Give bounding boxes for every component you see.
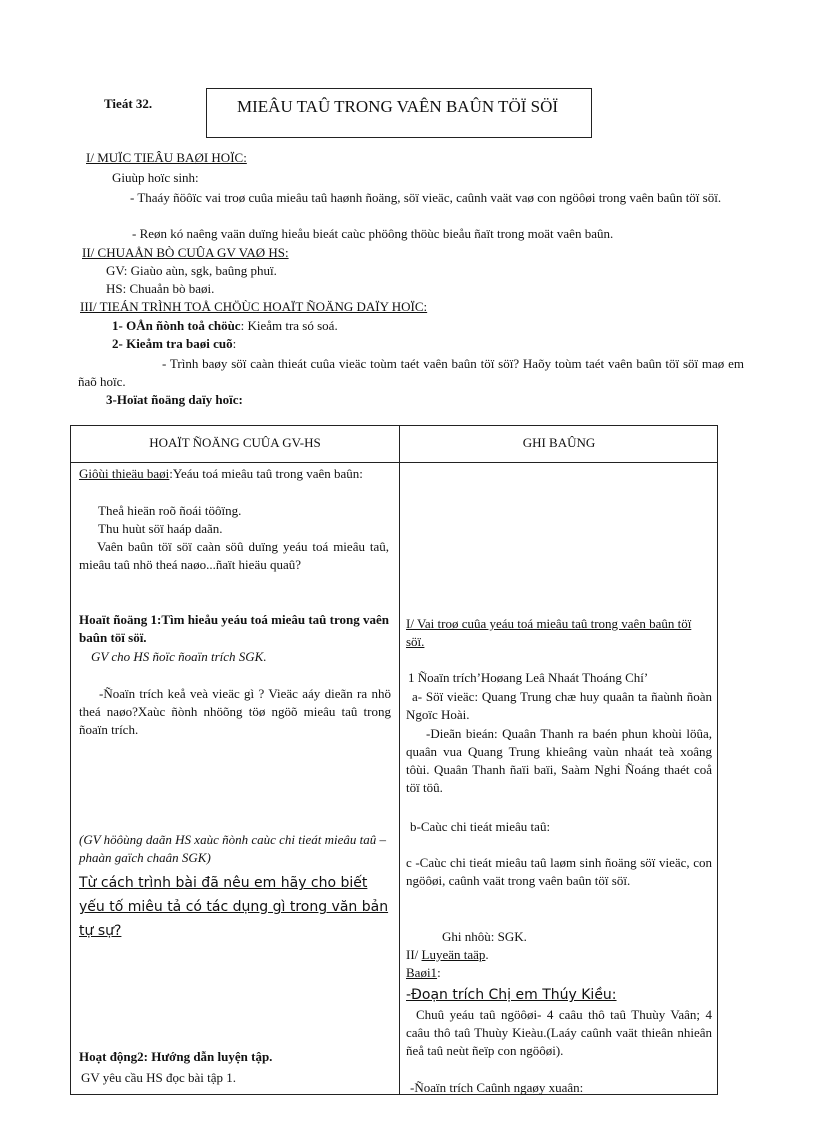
board-details: b-Caùc chi tieát mieâu taû: xyxy=(410,819,551,834)
intro-block xyxy=(79,465,389,483)
exercise-1-label: Baøi1 xyxy=(406,965,438,980)
title-box xyxy=(206,88,592,138)
practice-suffix: . xyxy=(485,947,489,962)
section3-step2 xyxy=(112,336,236,352)
board-practice xyxy=(406,946,489,964)
intro-line-3: Vaên baûn töï söï caàn söû duïng yeáu toá mieâu taû, mieâu taû nhö theá naøo...ñaït hieäu quaû? xyxy=(79,539,389,572)
board-exercise-1 xyxy=(406,964,441,982)
intro-line-2: Thu huùt söï haáp daãn. xyxy=(98,521,223,536)
column-header-board: GHI BAÛNG xyxy=(522,435,596,450)
column-header-activities: HOAÏT ÑOÄNG CUÛA GV-HS xyxy=(149,435,321,450)
activity-1-note: (GV höôùng daãn HS xaùc ñònh caùc chi tieát mieâu taû –phaàn gaïch chaân SGK) xyxy=(79,832,387,865)
board-remember: Ghi nhôù: SGK. xyxy=(442,929,527,944)
section3-heading-text: III/ TIEÁN TRÌNH TOÅ CHÖÙC HOAÏT ÑOÄNG DAÏY HOÏC: xyxy=(80,299,428,314)
activity-2-title: Hoạt động2: Hướng dẫn luyện tập. xyxy=(79,1049,273,1064)
section2-hs: HS: Chuaån bò baøi. xyxy=(106,281,215,296)
section2-heading xyxy=(82,245,289,261)
exercise-1-colon: : xyxy=(437,965,441,980)
board-excerpt-1: 1 Ñoaïn trích’Hoøang Leâ Nhaát Thoáng Chí’ xyxy=(408,670,649,685)
table-header-divider xyxy=(71,462,717,463)
section1-heading xyxy=(86,150,247,166)
board-excerpt-chi-em: -Đoạn trích Chị em Thúy Kiều: xyxy=(406,987,617,1003)
practice-prefix: II/ xyxy=(406,947,422,962)
page-title: MIEÂU TAÛ TRONG VAÊN BAÛN TÖÏ SÖÏ xyxy=(237,97,559,116)
table-column-divider xyxy=(399,426,400,1094)
activity-1-instruction: GV cho HS ñoïc ñoaïn trích SGK. xyxy=(91,649,267,664)
activity-1-question: -Ñoaïn trích keå veà vieäc gì ? Vieäc aáy dieãn ra nhö theá naøo?Xaùc ñònh nhöõng töø ngöõ mieâu taû trong ñoaïn trích. xyxy=(79,686,391,737)
intro-text: :Yeáu toá mieâu taû trong vaên baûn: xyxy=(169,466,363,481)
section3-step2-question: - Trình baøy söï caàn thieát cuûa vieäc toùm taét vaên baûn töï söï? Haõy toùm taét vaên baûn töï söï maø em ñaõ hoïc. xyxy=(78,356,744,389)
board-portrait: Chuû yeáu taû ngöôøi- 4 caâu thô taû Thuùy Vaân; 4 caâu thô taû Thuùy Kieàu.(Laáy caûnh vaät thieân nhieân ñeå taû neùt ñeïp con ngöôøi). xyxy=(406,1007,712,1058)
section3-heading xyxy=(80,299,427,315)
section3-step3: 3-Hoïat ñoäng daïy hoïc: xyxy=(106,392,243,407)
board-heading-role: I/ Vai troø cuûa yeáu toá mieâu taû trong vaên baûn töï söï. xyxy=(406,616,692,649)
board-effect: c -Caùc chi tieát mieâu taû laøm sinh ñoäng söï vieäc, con ngöôøi, caûnh vaät trong vaên baûn töï söï. xyxy=(406,855,712,888)
activity-1-question-2: Từ cách trình bài đã nêu em hãy cho biết yếu tố miêu tả có tác dụng gì trong văn bản tự sự? xyxy=(79,875,389,939)
lesson-number: Tieát 32. xyxy=(104,96,153,111)
step2-label: 2- Kieåm tra baøi cuõ xyxy=(112,336,233,351)
section1-intro: Giuùp hoïc sinh: xyxy=(112,170,199,185)
intro-line-1: Theå hieän roõ ñoái töôïng. xyxy=(98,503,242,518)
activity-2-instruction: GV yêu cầu HS đọc bài tập 1. xyxy=(81,1070,237,1085)
section1-objective-2: - Reøn kó naêng vaän duïng hieåu bieát caùc phöông thöùc bieåu ñaït trong moät vaên baûn. xyxy=(132,226,614,241)
step1-label: 1- OÅn ñònh toå chöùc xyxy=(112,318,241,333)
board-development: -Dieãn bieán: Quaân Thanh ra baén phun khoùi löûa, quaân vua Quang Trung khieâng vaùn nhaát teà xoâng tôùi. Quaân Thanh ñaïi baïi, Saàm Nghi Ñoáng thaét coå töï töû. xyxy=(406,726,712,795)
section2-gv: GV: Giaùo aùn, sgk, baûng phuï. xyxy=(106,263,277,278)
section1-heading-text: I/ MUÏC TIEÂU BAØI HOÏC: xyxy=(86,150,247,165)
section2-heading-text: II/ CHUAÅN BÒ CUÛA GV VAØ HS: xyxy=(82,245,289,260)
step2-text: : xyxy=(232,336,237,351)
practice-label: Luyeän taäp xyxy=(421,947,486,962)
section1-objective-1: - Thaáy ñöôïc vai troø cuûa mieâu taû haønh ñoäng, söï vieäc, caûnh vaät vaø con ngöôøi trong vaên baûn töï söï. xyxy=(130,190,722,205)
section3-step1 xyxy=(112,318,338,334)
step1-text: : Kieåm tra só soá. xyxy=(240,318,338,333)
lesson-table xyxy=(70,425,718,1095)
activity-1-title: Hoaït ñoäng 1:Tìm hieåu yeáu toá mieâu taû trong vaên baûn töï söï. xyxy=(79,612,389,645)
intro-label: Giôùi thieäu baøi xyxy=(79,466,170,481)
board-event: a- Söï vieäc: Quang Trung chæ huy quaân ta ñaùnh ñoàn Ngoïc Hoài. xyxy=(406,689,712,722)
board-excerpt-spring: -Ñoaïn trích Caûnh ngaøy xuaân: xyxy=(410,1080,584,1095)
